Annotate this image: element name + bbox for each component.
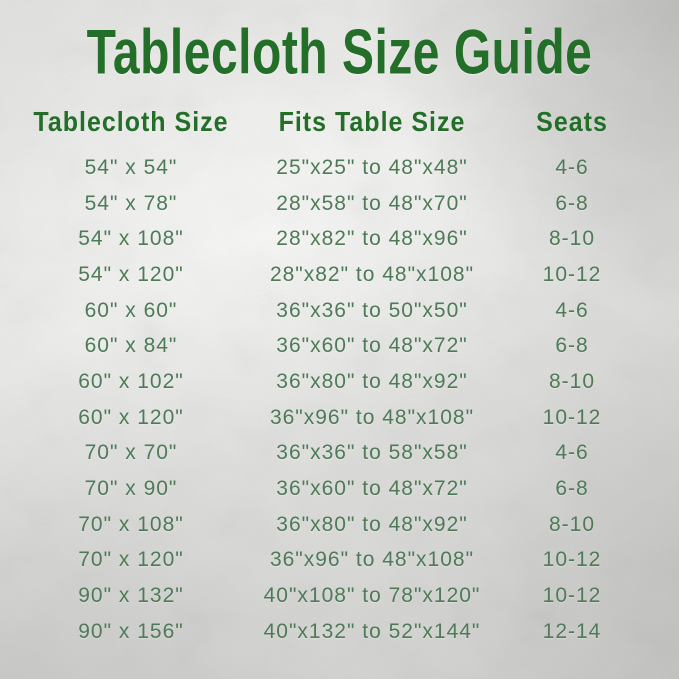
cell-seats: 4-6 bbox=[555, 298, 589, 322]
table-row bbox=[0, 471, 662, 507]
cell-tablecloth-size: 70" x 120" bbox=[78, 548, 184, 572]
cell-tablecloth-size: 90" x 132" bbox=[78, 584, 184, 608]
table-row bbox=[0, 507, 662, 543]
cell-seats: 6-8 bbox=[555, 477, 589, 501]
cell-seats: 10-12 bbox=[542, 548, 602, 572]
cell-fits-table-size: 40"x132" to 52"x144" bbox=[263, 619, 481, 643]
cell-seats: 8-10 bbox=[548, 227, 596, 251]
cell-tablecloth-size: 60" x 84" bbox=[84, 334, 178, 358]
cell-fits-table-size: 36"x60" to 48"x72" bbox=[276, 477, 468, 501]
table-row bbox=[0, 543, 662, 579]
table-row bbox=[0, 578, 662, 614]
table-row bbox=[0, 400, 662, 436]
table-row bbox=[0, 364, 662, 400]
cell-tablecloth-size: 54" x 78" bbox=[84, 191, 178, 215]
cell-fits-table-size: 28"x82" to 48"x108" bbox=[269, 262, 475, 286]
cell-seats: 8-10 bbox=[548, 369, 596, 393]
table-row bbox=[0, 186, 662, 222]
cell-tablecloth-size: 70" x 108" bbox=[78, 512, 184, 536]
table-row bbox=[0, 257, 662, 293]
cell-fits-table-size: 36"x36" to 50"x50" bbox=[276, 298, 468, 322]
page-title: Tablecloth Size Guide bbox=[86, 18, 593, 88]
cell-seats: 8-10 bbox=[548, 512, 596, 536]
cell-seats: 12-14 bbox=[542, 619, 602, 643]
cell-seats: 6-8 bbox=[555, 334, 589, 358]
cell-tablecloth-size: 60" x 120" bbox=[78, 405, 184, 429]
table-row bbox=[0, 436, 662, 472]
cell-tablecloth-size: 54" x 120" bbox=[78, 262, 184, 286]
cell-tablecloth-size: 60" x 102" bbox=[78, 369, 184, 393]
cell-tablecloth-size: 70" x 70" bbox=[84, 441, 178, 465]
column-header-fits-table-size: Fits Table Size bbox=[278, 106, 466, 137]
cell-fits-table-size: 28"x58" to 48"x70" bbox=[276, 191, 468, 215]
column-header-tablecloth-size: Tablecloth Size bbox=[33, 106, 229, 137]
cell-tablecloth-size: 70" x 90" bbox=[84, 477, 178, 501]
table-header-row bbox=[0, 104, 662, 140]
table-row bbox=[0, 614, 662, 650]
cell-fits-table-size: 28"x82" to 48"x96" bbox=[276, 227, 468, 251]
table-row bbox=[0, 221, 662, 257]
column-header-seats: Seats bbox=[536, 106, 608, 137]
cell-fits-table-size: 40"x108" to 78"x120" bbox=[263, 584, 481, 608]
table-row bbox=[0, 150, 662, 186]
cell-tablecloth-size: 54" x 108" bbox=[78, 227, 184, 251]
cell-fits-table-size: 25"x25" to 48"x48" bbox=[276, 155, 468, 179]
cell-tablecloth-size: 90" x 156" bbox=[78, 619, 184, 643]
cell-seats: 6-8 bbox=[555, 191, 589, 215]
cell-fits-table-size: 36"x36" to 58"x58" bbox=[276, 441, 468, 465]
cell-seats: 10-12 bbox=[542, 584, 602, 608]
cell-fits-table-size: 36"x96" to 48"x108" bbox=[269, 548, 475, 572]
cell-fits-table-size: 36"x80" to 48"x92" bbox=[276, 369, 468, 393]
cell-fits-table-size: 36"x96" to 48"x108" bbox=[269, 405, 475, 429]
table-row bbox=[0, 328, 662, 364]
cell-fits-table-size: 36"x80" to 48"x92" bbox=[276, 512, 468, 536]
cell-seats: 4-6 bbox=[555, 155, 589, 179]
cell-seats: 4-6 bbox=[555, 441, 589, 465]
cell-fits-table-size: 36"x60" to 48"x72" bbox=[276, 334, 468, 358]
table-body bbox=[0, 150, 662, 650]
cell-tablecloth-size: 54" x 54" bbox=[84, 155, 178, 179]
size-guide-table bbox=[0, 104, 662, 650]
table-row bbox=[0, 293, 662, 329]
cell-tablecloth-size: 60" x 60" bbox=[84, 298, 178, 322]
cell-seats: 10-12 bbox=[542, 262, 602, 286]
cell-seats: 10-12 bbox=[542, 405, 602, 429]
